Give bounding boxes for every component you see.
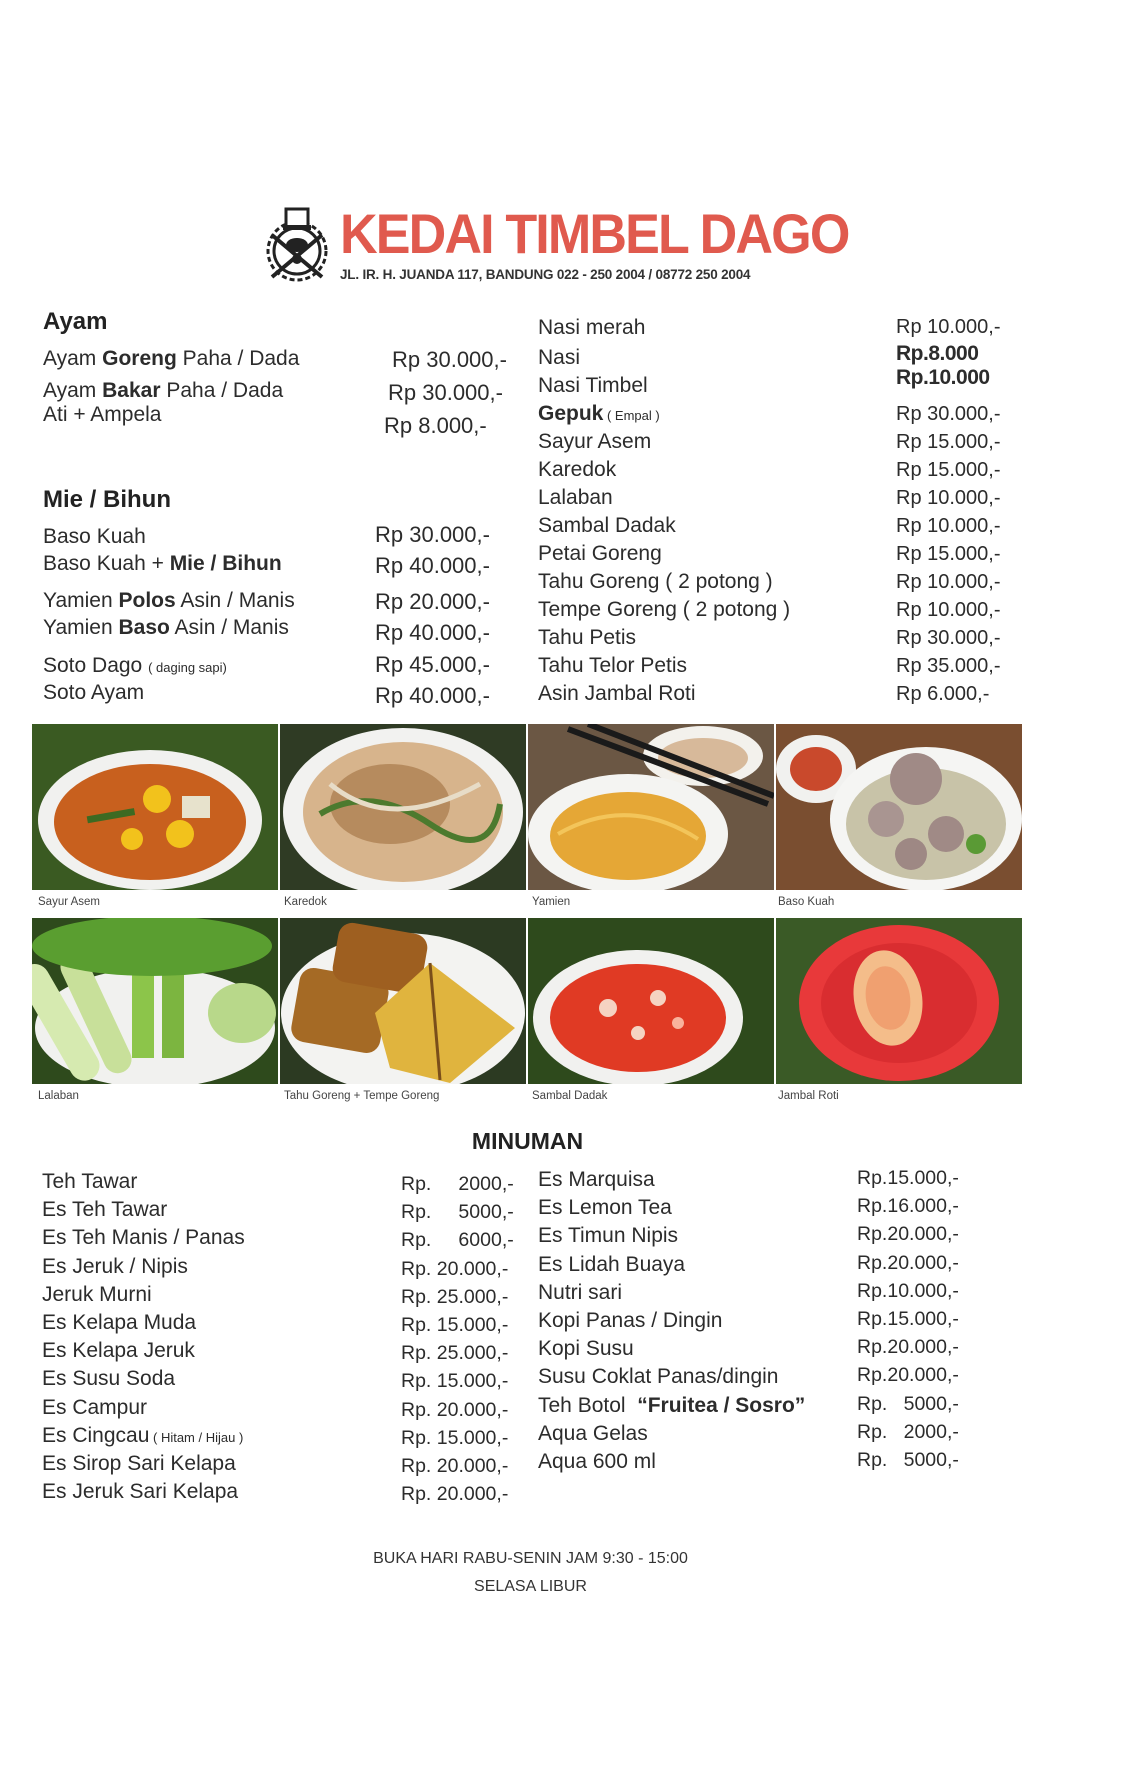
item-price: Rp 30.000,- (896, 627, 1001, 649)
photo-lalaban (32, 918, 278, 1084)
menu-item-label (538, 681, 696, 707)
item-price: Rp 20.000,- (375, 589, 490, 614)
item-name-suffix: Paha / Dada (176, 347, 300, 370)
item-price: Rp 15.000,- (896, 543, 1001, 565)
item-price: Rp 15.000,- (896, 459, 1001, 481)
drink-label (42, 1451, 236, 1477)
item-name: Nasi Timbel (538, 374, 648, 397)
item-name: Soto Ayam (43, 681, 145, 704)
drink-price: Rp. 5000,- (857, 1392, 959, 1415)
item-price: Rp 30.000,- (392, 347, 507, 372)
drink-name: Es Campur (42, 1395, 148, 1419)
drink-label (42, 1423, 243, 1451)
item-name-bold: Mie / Bihun (169, 552, 282, 575)
drink-name: Es Lidah Buaya (538, 1252, 686, 1276)
item-name: Baso Kuah (43, 525, 146, 548)
drink-label (538, 1195, 672, 1221)
photo-caption: Baso Kuah (778, 896, 835, 908)
item-price: Rp 40.000,- (375, 553, 490, 578)
drink-name-bold: “Fruitea / Sosro” (637, 1393, 806, 1417)
item-name: Ayam (43, 347, 103, 370)
item-name: Lalaban (538, 486, 613, 509)
menu-item-label (43, 680, 144, 706)
menu-item-label (538, 345, 580, 371)
menu-item-label (43, 346, 299, 372)
drink-name: Es Cingcau (42, 1423, 150, 1447)
drink-label (42, 1197, 167, 1223)
item-price: Rp 15.000,- (896, 431, 1001, 453)
item-name-suffix: Asin / Manis (175, 589, 295, 612)
drink-name: Es Jeruk / Nipis (42, 1254, 188, 1278)
menu-item-label (538, 457, 616, 483)
photo-caption: Jambal Roti (778, 1090, 839, 1102)
item-price: Rp 10.000,- (896, 316, 1001, 338)
drink-price: Rp. 5000,- (857, 1449, 959, 1471)
photo-caption: Sayur Asem (38, 896, 100, 908)
item-name-bold: Goreng (102, 347, 177, 370)
drink-name: Es Marquisa (538, 1168, 655, 1191)
section-heading-ayam: Ayam (43, 308, 108, 335)
drink-name: Es Kelapa Jeruk (42, 1339, 195, 1363)
photo-caption: Karedok (284, 896, 327, 908)
menu-item-label (538, 541, 662, 567)
menu-item-label (538, 597, 790, 623)
drink-label (538, 1280, 622, 1306)
item-note: ( daging sapi) (148, 660, 227, 675)
menu-item-label (43, 378, 283, 404)
drink-label (538, 1393, 805, 1419)
drink-name: Teh Botol (538, 1393, 638, 1417)
photo-yamien (528, 724, 774, 890)
item-price: Rp 6.000,- (896, 683, 990, 705)
item-name: Tempe Goreng ( 2 potong ) (538, 598, 791, 621)
menu-item-label (43, 615, 289, 641)
photo-caption: Lalaban (38, 1090, 79, 1102)
drink-label (42, 1254, 188, 1280)
drink-price: Rp.20.000,- (857, 1364, 959, 1387)
drink-price: Rp.16.000,- (857, 1195, 959, 1218)
item-name-suffix: Paha / Dada (160, 379, 284, 402)
menu-item-label (43, 653, 227, 681)
drink-price: Rp.20.000,- (857, 1251, 959, 1274)
menu-item-label (538, 429, 651, 455)
drink-label (42, 1366, 175, 1392)
item-name: Tahu Telor Petis (538, 654, 688, 677)
drink-label (42, 1479, 238, 1505)
drink-price: Rp. 25.000,- (401, 1342, 509, 1365)
item-name-bold: Polos (118, 589, 176, 612)
item-name: Petai Goreng (538, 542, 662, 565)
drink-name: Es Teh Tawar (42, 1198, 168, 1222)
item-name: Nasi merah (538, 316, 646, 339)
menu-item-label (538, 315, 645, 341)
drink-price: Rp.15.000,- (857, 1167, 959, 1189)
drink-label (538, 1223, 678, 1249)
menu-item-label (43, 551, 282, 577)
drink-price: Rp. 2000,- (401, 1173, 514, 1195)
section-heading-mie: Mie / Bihun (43, 486, 171, 513)
drink-label (538, 1449, 656, 1475)
drink-name: Es Lemon Tea (538, 1196, 672, 1220)
drink-label (42, 1225, 245, 1251)
photo-caption: Yamien (532, 896, 571, 908)
drink-name: Kopi Panas / Dingin (538, 1309, 723, 1332)
drink-name: Susu Coklat Panas/dingin (538, 1365, 779, 1389)
drink-name: Aqua 600 ml (538, 1450, 656, 1473)
menu-item-label (538, 569, 773, 595)
drink-label (538, 1252, 685, 1278)
item-name: Baso Kuah + (43, 552, 170, 575)
menu-item-label (43, 524, 146, 550)
drink-name: Es Jeruk Sari Kelapa (42, 1480, 239, 1504)
drink-name: Nutri sari (538, 1280, 623, 1304)
drink-name: Es Susu Soda (42, 1367, 176, 1391)
item-name: Ayam (43, 379, 103, 402)
brand-name: KEDAI TIMBEL DAGO (340, 202, 849, 265)
item-price: Rp 10.000,- (896, 515, 1001, 537)
item-price: Rp 35.000,- (896, 655, 1001, 677)
menu-item-label (43, 402, 161, 428)
menu-item-label (43, 588, 295, 614)
item-price: Rp 10.000,- (896, 487, 1001, 509)
item-name: Gepuk (538, 402, 604, 425)
item-name: Ati + Ampela (43, 403, 162, 426)
item-price: Rp 40.000,- (375, 683, 490, 708)
photo-tahu-tempe (280, 918, 526, 1084)
menu-item-label (538, 373, 648, 399)
section-heading-minuman: MINUMAN (471, 1128, 584, 1154)
item-name: Sayur Asem (538, 430, 652, 453)
item-name: Sambal Dadak (538, 514, 676, 537)
item-price: Rp 45.000,- (375, 652, 490, 677)
drink-price: Rp. 15.000,- (401, 1370, 509, 1393)
drink-price: Rp.20.000,- (857, 1336, 959, 1359)
item-name-suffix: Asin / Manis (169, 616, 289, 639)
item-name: Yamien (43, 616, 119, 639)
item-price: Rp.10.000 (896, 366, 990, 389)
item-note: ( Empal ) (603, 408, 660, 423)
drink-label (538, 1167, 655, 1193)
item-price: Rp 30.000,- (375, 522, 490, 547)
item-price: Rp 10.000,- (896, 599, 1001, 621)
drink-name: Es Sirop Sari Kelapa (42, 1452, 236, 1475)
item-price: Rp 40.000,- (375, 620, 490, 645)
menu-item-label (538, 485, 613, 511)
drink-price: Rp. 25.000,- (401, 1285, 509, 1308)
drink-price: Rp.20.000,- (857, 1223, 959, 1246)
item-price: Rp 10.000,- (896, 571, 1001, 593)
drink-price: Rp. 15.000,- (401, 1314, 509, 1336)
drink-price: Rp. 5000,- (401, 1201, 514, 1224)
drink-label (42, 1282, 152, 1308)
drink-name: Teh Tawar (42, 1170, 138, 1193)
drink-price: Rp. 20.000,- (401, 1257, 509, 1280)
item-name-bold: Baso (118, 616, 170, 639)
photo-baso-kuah (776, 724, 1022, 890)
drink-label (42, 1338, 195, 1364)
item-price: Rp 8.000,- (384, 413, 487, 438)
item-name-bold: Bakar (102, 379, 161, 402)
photo-sayur-asem (32, 724, 278, 890)
item-name: Nasi (538, 346, 581, 369)
item-price: Rp 30.000,- (896, 403, 1001, 425)
photo-caption: Sambal Dadak (532, 1090, 608, 1102)
menu-item-label (538, 401, 660, 429)
logo-emblem-icon (262, 207, 332, 283)
drink-price: Rp.15.000,- (857, 1308, 959, 1330)
drink-price: Rp. 20.000,- (401, 1483, 509, 1506)
drink-label (538, 1364, 779, 1390)
drink-name: Es Kelapa Muda (42, 1311, 197, 1334)
item-name: Yamien (43, 589, 119, 612)
drink-label (538, 1308, 722, 1334)
item-name: Soto Dago (43, 654, 149, 677)
drink-label (42, 1310, 196, 1336)
item-price: Rp.8.000 (896, 342, 979, 365)
drink-price: Rp. 20.000,- (401, 1455, 509, 1477)
photo-caption: Tahu Goreng + Tempe Goreng (284, 1090, 440, 1102)
drink-label (42, 1395, 147, 1421)
drink-price: Rp. 20.000,- (401, 1398, 509, 1421)
photo-sambal-dadak (528, 918, 774, 1084)
drink-note: ( Hitam / Hijau ) (149, 1429, 244, 1445)
drink-label (538, 1336, 634, 1362)
photo-karedok (280, 724, 526, 890)
drink-price: Rp. 15.000,- (401, 1426, 509, 1449)
item-name: Tahu Petis (538, 626, 637, 649)
photo-jambal-roti (776, 918, 1022, 1084)
menu-item-label (538, 625, 636, 651)
drink-name: Jeruk Murni (42, 1282, 152, 1306)
opening-hours: BUKA HARI RABU-SENIN JAM 9:30 - 15:00 (373, 1550, 688, 1567)
drink-label (42, 1169, 137, 1195)
item-price: Rp 30.000,- (388, 380, 503, 405)
drink-name: Es Timun Nipis (538, 1224, 679, 1248)
drink-price: Rp. 2000,- (857, 1420, 959, 1443)
drink-label (538, 1421, 648, 1447)
menu-item-label (538, 513, 676, 539)
closed-day: SELASA LIBUR (474, 1578, 587, 1595)
address-line: JL. IR. H. JUANDA 117, BANDUNG 022 - 250 2004 / 08772 250 2004 (340, 267, 751, 282)
drink-name: Aqua Gelas (538, 1421, 648, 1445)
item-name: Tahu Goreng ( 2 potong ) (538, 570, 773, 593)
item-name: Karedok (538, 458, 617, 481)
drink-price: Rp.10.000,- (857, 1279, 959, 1302)
item-name: Asin Jambal Roti (538, 682, 696, 705)
drink-name: Kopi Susu (538, 1337, 634, 1361)
drink-name: Es Teh Manis / Panas (42, 1226, 245, 1250)
menu-item-label (538, 653, 687, 679)
drink-price: Rp. 6000,- (401, 1229, 514, 1252)
